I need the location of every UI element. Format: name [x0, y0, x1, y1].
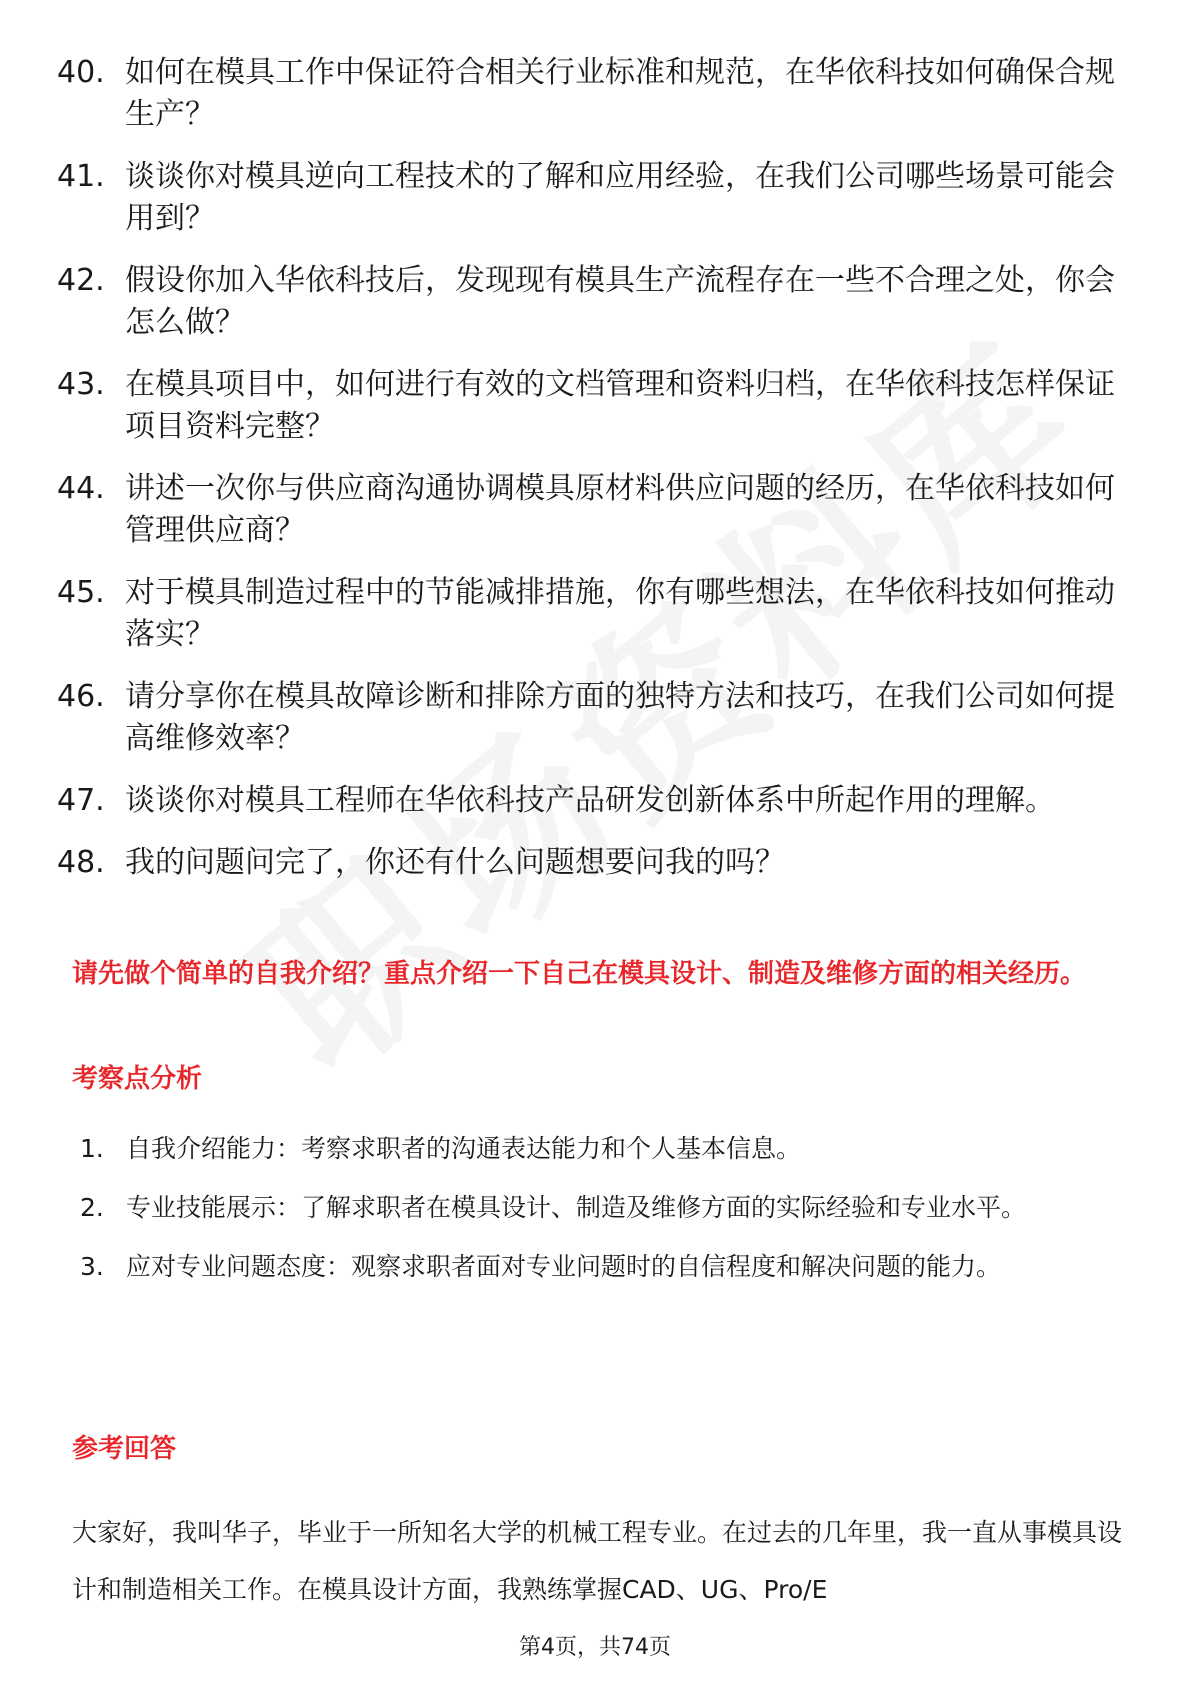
list-item — [57, 364, 1137, 448]
question-text: 我的问题问完了，你还有什么问题想要问我的吗？ — [125, 845, 785, 880]
analysis-number: 3. — [80, 1252, 104, 1281]
page-footer: 第4页，共74页 — [519, 1635, 671, 1660]
answer-heading: 参考回答 — [72, 1434, 177, 1464]
question-number: 45. — [57, 575, 105, 610]
question-number: 44. — [57, 471, 105, 506]
question-number: 47. — [57, 783, 105, 818]
question-number: 48. — [57, 845, 105, 880]
question-text: 在模具项目中，如何进行有效的文档管理和资料归档，在华依科技怎样保证项目资料完整？ — [125, 367, 1115, 444]
list-item — [57, 468, 1137, 552]
question-text: 讲述一次你与供应商沟通协调模具原材料供应问题的经历，在华依科技如何管理供应商？ — [125, 471, 1115, 548]
question-text: 对于模具制造过程中的节能减排措施，你有哪些想法，在华依科技如何推动落实？ — [125, 575, 1115, 652]
analysis-number: 1. — [80, 1134, 104, 1163]
question-text: 如何在模具工作中保证符合相关行业标准和规范，在华依科技如何确保合规生产？ — [125, 55, 1115, 132]
answer-paragraph: 大家好，我叫华子，毕业于一所知名大学的机械工程专业。在过去的几年里，我一直从事模具设计和制造相关工作。在模具设计方面，我熟练掌握CAD、UG、Pro/E — [72, 1518, 1123, 1604]
question-number: 42. — [57, 263, 105, 298]
question-text: 谈谈你对模具逆向工程技术的了解和应用经验，在我们公司哪些场景可能会用到？ — [125, 159, 1115, 236]
question-list — [57, 52, 1137, 904]
question-number: 40. — [57, 55, 105, 90]
list-item — [57, 780, 1137, 822]
analysis-list — [80, 1120, 1130, 1297]
question-text: 假设你加入华依科技后，发现现有模具生产流程存在一些不合理之处，你会怎么做？ — [125, 263, 1115, 340]
analysis-heading: 考察点分析 — [72, 1064, 203, 1094]
question-number: 43. — [57, 367, 105, 402]
list-item — [57, 676, 1137, 760]
list-item — [80, 1238, 1130, 1295]
analysis-text: 应对专业问题态度：观察求职者面对专业问题时的自信程度和解决问题的能力。 — [126, 1252, 1002, 1281]
list-item — [57, 156, 1137, 240]
question-number: 46. — [57, 679, 105, 714]
list-item — [80, 1179, 1130, 1236]
list-item — [57, 260, 1137, 344]
list-item — [57, 842, 1137, 884]
analysis-text: 专业技能展示：了解求职者在模具设计、制造及维修方面的实际经验和专业水平。 — [126, 1193, 1027, 1222]
analysis-number: 2. — [80, 1193, 104, 1222]
question-number: 41. — [57, 159, 105, 194]
list-item — [57, 52, 1137, 136]
list-item — [80, 1120, 1130, 1177]
question-text: 请分享你在模具故障诊断和排除方面的独特方法和技巧，在我们公司如何提高维修效率？ — [125, 679, 1115, 756]
list-item — [57, 572, 1137, 656]
interview-question-heading: 请先做个简单的自我介绍？重点介绍一下自己在模具设计、制造及维修方面的相关经历。 — [72, 959, 1087, 989]
question-text: 谈谈你对模具工程师在华依科技产品研发创新体系中所起作用的理解。 — [125, 783, 1055, 818]
analysis-text: 自我介绍能力：考察求职者的沟通表达能力和个人基本信息。 — [126, 1134, 802, 1163]
